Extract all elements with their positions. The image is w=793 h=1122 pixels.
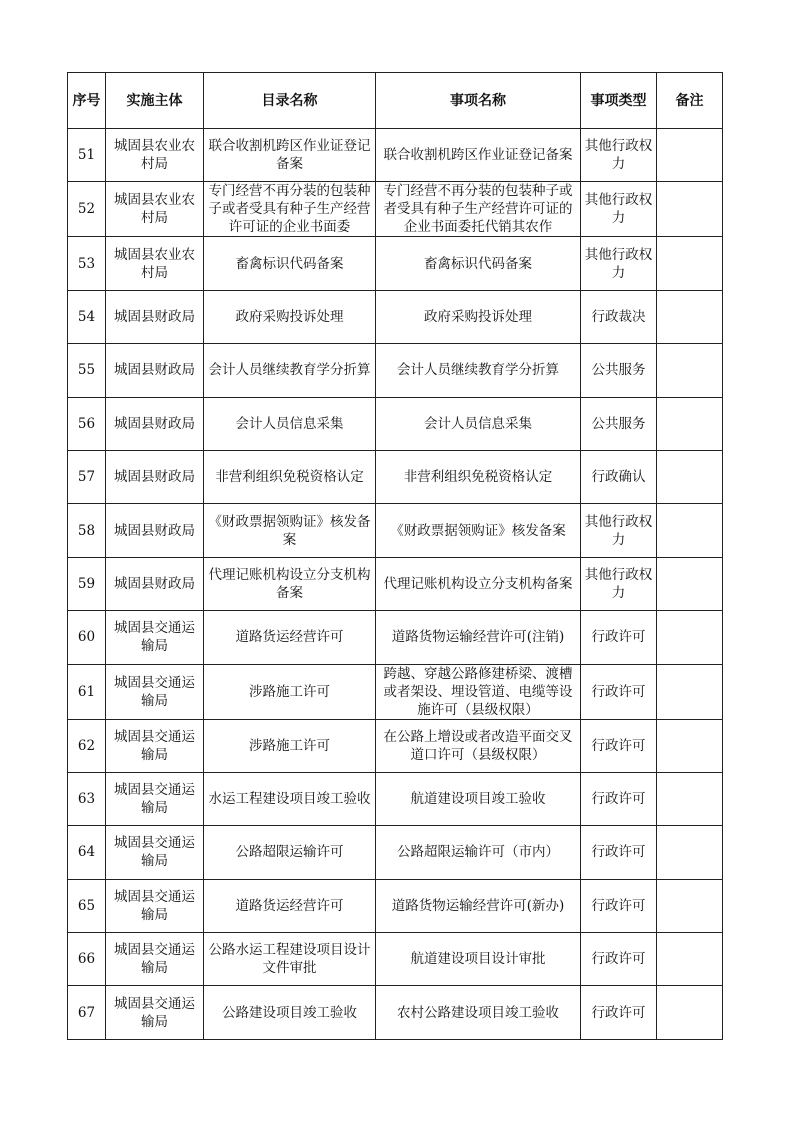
cell-agency [106, 664, 204, 719]
cell-type [581, 129, 657, 182]
table-row [68, 986, 723, 1039]
cell-item [376, 504, 581, 557]
header-row [68, 73, 723, 129]
cell-remark [657, 129, 723, 182]
cell-agency [106, 129, 204, 182]
cell-type [581, 182, 657, 237]
cell-type-text: 行政许可 [591, 844, 646, 861]
cell-type-text: 其他行政权力 [584, 138, 653, 173]
cell-remark [657, 290, 723, 343]
cell-type [581, 290, 657, 343]
col-header-number: 序号 [68, 73, 106, 129]
cell-catalog [204, 986, 376, 1039]
cell-type [581, 344, 657, 397]
cell-agency [106, 450, 204, 503]
cell-type-text: 行政许可 [591, 737, 646, 754]
cell-number [68, 826, 106, 879]
cell-catalog-text: 联合收割机跨区作业证登记备案 [208, 138, 371, 173]
cell-catalog-text: 涉路施工许可 [249, 737, 330, 754]
cell-type-text: 其他行政权力 [584, 513, 653, 548]
cell-number [68, 986, 106, 1039]
col-header-item: 事项名称 [376, 73, 581, 129]
cell-agency [106, 933, 204, 986]
cell-number [68, 557, 106, 610]
cell-catalog-text: 政府采购投诉处理 [235, 308, 344, 325]
cell-item [376, 450, 581, 503]
cell-number [68, 129, 106, 182]
cell-number-text: 58 [77, 522, 96, 539]
table-row [68, 557, 723, 610]
cell-number-text: 55 [77, 362, 96, 379]
cell-type-text: 行政许可 [591, 1004, 646, 1021]
cell-remark [657, 504, 723, 557]
cell-catalog-text: 公路超限运输许可 [235, 844, 344, 861]
cell-type [581, 933, 657, 986]
cell-item-text: 代理记账机构设立分支机构备案 [383, 575, 573, 592]
cell-item-text: 农村公路建设项目竣工验收 [397, 1004, 559, 1021]
table-row [68, 719, 723, 772]
cell-number [68, 237, 106, 290]
cell-agency-text: 城固县交通运输局 [114, 995, 195, 1030]
cell-item-text: 道路货物运输经营许可(新办) [391, 897, 565, 914]
cell-number-text: 62 [77, 737, 96, 754]
cell-item-text: 非营利组织免税资格认定 [403, 469, 553, 486]
cell-item [376, 933, 581, 986]
cell-item [376, 557, 581, 610]
cell-agency-text: 城固县农业农村局 [114, 192, 195, 227]
cell-item [376, 826, 581, 879]
cell-number [68, 772, 106, 825]
cell-catalog-text: 畜禽标识代码备案 [235, 255, 344, 272]
cell-number [68, 290, 106, 343]
cell-number-text: 67 [77, 1004, 96, 1021]
cell-item-text: 道路货物运输经营许可(注销) [391, 629, 565, 646]
cell-number [68, 182, 106, 237]
table-row [68, 879, 723, 932]
cell-type-text: 行政许可 [591, 683, 646, 700]
cell-remark [657, 772, 723, 825]
cell-type-text: 其他行政权力 [584, 192, 653, 227]
cell-item-text: 联合收割机跨区作业证登记备案 [383, 147, 573, 164]
cell-number-text: 51 [77, 147, 96, 164]
cell-catalog-text: 会计人员信息采集 [235, 415, 344, 432]
cell-type [581, 772, 657, 825]
cell-number [68, 344, 106, 397]
cell-catalog-text: 公路建设项目竣工验收 [222, 1004, 357, 1021]
cell-item-text: 航道建设项目竣工验收 [410, 791, 546, 808]
cell-type-text: 行政裁决 [591, 308, 646, 325]
table-row [68, 933, 723, 986]
cell-agency [106, 237, 204, 290]
cell-type-text: 其他行政权力 [584, 246, 653, 281]
cell-item [376, 182, 581, 237]
cell-number [68, 504, 106, 557]
cell-item-text: 会计人员继续教育学分折算 [397, 362, 559, 379]
cell-agency-text: 城固县财政局 [114, 308, 195, 325]
cell-agency-text: 城固县交通运输局 [114, 942, 195, 977]
cell-agency-text: 城固县农业农村局 [114, 138, 195, 173]
items-table [67, 72, 723, 1040]
cell-type [581, 504, 657, 557]
cell-number-text: 59 [77, 575, 96, 592]
cell-agency-text: 城固县财政局 [114, 522, 195, 539]
cell-catalog [204, 182, 376, 237]
cell-remark [657, 879, 723, 932]
col-header-agency: 实施主体 [106, 73, 204, 129]
cell-catalog [204, 611, 376, 664]
cell-catalog [204, 933, 376, 986]
cell-number-text: 57 [77, 469, 96, 486]
table-row [68, 772, 723, 825]
cell-item [376, 986, 581, 1039]
col-header-remark: 备注 [657, 73, 723, 129]
cell-agency-text: 城固县财政局 [114, 469, 195, 486]
cell-catalog-text: 涉路施工许可 [249, 683, 330, 700]
cell-catalog [204, 879, 376, 932]
cell-number-text: 56 [77, 415, 96, 432]
cell-type-text: 行政许可 [591, 791, 646, 808]
cell-catalog-text: 非营利组织免税资格认定 [215, 469, 364, 486]
cell-catalog [204, 504, 376, 557]
cell-catalog-text: 《财政票据领购证》核发备案 [208, 513, 371, 548]
cell-remark [657, 182, 723, 237]
table-row [68, 129, 723, 182]
cell-number [68, 397, 106, 450]
cell-number-text: 64 [77, 844, 96, 861]
cell-item [376, 719, 581, 772]
cell-agency-text: 城固县农业农村局 [114, 246, 195, 281]
cell-agency-text: 城固县交通运输局 [114, 620, 195, 655]
cell-remark [657, 664, 723, 719]
cell-agency-text: 城固县交通运输局 [114, 835, 195, 870]
cell-catalog [204, 450, 376, 503]
cell-item-text: 在公路上增设或者改造平面交叉道口许可（县级权限） [383, 728, 573, 763]
cell-type [581, 826, 657, 879]
cell-catalog [204, 772, 376, 825]
cell-catalog [204, 397, 376, 450]
cell-item [376, 237, 581, 290]
cell-type [581, 557, 657, 610]
cell-remark [657, 826, 723, 879]
cell-item [376, 664, 581, 719]
cell-catalog [204, 719, 376, 772]
cell-catalog-text: 水运工程建设项目竣工验收 [208, 791, 371, 808]
cell-item [376, 290, 581, 343]
cell-remark [657, 557, 723, 610]
table-row [68, 826, 723, 879]
cell-agency [106, 826, 204, 879]
cell-agency [106, 772, 204, 825]
cell-number-text: 52 [77, 201, 96, 218]
table-row [68, 397, 723, 450]
cell-item-text: 公路超限运输许可（市内） [397, 844, 559, 861]
cell-agency [106, 557, 204, 610]
cell-item [376, 772, 581, 825]
cell-agency [106, 344, 204, 397]
cell-agency [106, 504, 204, 557]
cell-catalog [204, 344, 376, 397]
cell-type [581, 450, 657, 503]
cell-catalog-text: 专门经营不再分装的包装种子或者受具有种子生产经营许可证的企业书面委 [208, 183, 371, 236]
cell-type [581, 719, 657, 772]
table-row [68, 450, 723, 503]
cell-type [581, 237, 657, 290]
cell-item-text: 畜禽标识代码备案 [424, 255, 532, 272]
cell-type [581, 986, 657, 1039]
cell-number-text: 61 [77, 683, 96, 700]
cell-type-text: 行政许可 [591, 629, 646, 646]
cell-agency-text: 城固县财政局 [114, 415, 195, 432]
cell-item [376, 879, 581, 932]
cell-catalog-text: 会计人员继续教育学分折算 [208, 362, 371, 379]
cell-agency [106, 986, 204, 1039]
cell-agency [106, 879, 204, 932]
cell-type [581, 611, 657, 664]
cell-number-text: 60 [77, 629, 96, 646]
cell-catalog-text: 道路货运经营许可 [235, 897, 344, 914]
cell-number [68, 719, 106, 772]
cell-agency [106, 611, 204, 664]
cell-agency-text: 城固县财政局 [114, 362, 195, 379]
cell-item [376, 129, 581, 182]
cell-remark [657, 986, 723, 1039]
cell-remark [657, 611, 723, 664]
table-row [68, 611, 723, 664]
table-row [68, 504, 723, 557]
cell-type-text: 其他行政权力 [584, 566, 653, 601]
cell-type [581, 397, 657, 450]
cell-catalog [204, 129, 376, 182]
table-row [68, 664, 723, 719]
cell-remark [657, 450, 723, 503]
cell-item-text: 《财政票据领购证》核发备案 [390, 522, 566, 539]
cell-number [68, 450, 106, 503]
cell-type-text: 行政确认 [591, 469, 646, 486]
cell-item [376, 611, 581, 664]
cell-catalog-text: 代理记账机构设立分支机构备案 [208, 566, 371, 601]
cell-agency-text: 城固县交通运输局 [114, 888, 195, 923]
col-header-type: 事项类型 [581, 73, 657, 129]
cell-type-text: 公共服务 [591, 415, 646, 432]
cell-agency-text: 城固县交通运输局 [114, 674, 195, 709]
cell-remark [657, 933, 723, 986]
table-row [68, 182, 723, 237]
col-header-catalog: 目录名称 [204, 73, 376, 129]
cell-catalog [204, 826, 376, 879]
cell-item-text: 会计人员信息采集 [424, 415, 532, 432]
cell-number-text: 63 [77, 791, 96, 808]
cell-number [68, 933, 106, 986]
cell-type-text: 行政许可 [591, 951, 646, 968]
cell-number-text: 65 [77, 897, 96, 914]
cell-agency-text: 城固县财政局 [114, 575, 195, 592]
table-row [68, 237, 723, 290]
cell-agency-text: 城固县交通运输局 [114, 728, 195, 763]
table-row [68, 344, 723, 397]
cell-agency [106, 397, 204, 450]
cell-type-text: 行政许可 [591, 897, 646, 914]
cell-remark [657, 237, 723, 290]
cell-catalog-text: 道路货运经营许可 [235, 629, 344, 646]
cell-catalog [204, 557, 376, 610]
cell-item [376, 397, 581, 450]
cell-item [376, 344, 581, 397]
cell-number [68, 879, 106, 932]
cell-number [68, 611, 106, 664]
cell-number-text: 54 [77, 308, 96, 325]
cell-remark [657, 719, 723, 772]
cell-number-text: 66 [77, 951, 96, 968]
table-row [68, 290, 723, 343]
cell-number [68, 664, 106, 719]
cell-item-text: 政府采购投诉处理 [424, 308, 532, 325]
cell-number-text: 53 [77, 255, 96, 272]
cell-item-text: 专门经营不再分装的包装种子或者受具有种子生产经营许可证的企业书面委托代销其农作 [383, 183, 573, 236]
cell-remark [657, 397, 723, 450]
cell-agency [106, 182, 204, 237]
cell-type [581, 879, 657, 932]
cell-catalog [204, 237, 376, 290]
cell-catalog-text: 公路水运工程建设项目设计文件审批 [208, 942, 371, 977]
cell-type-text: 公共服务 [591, 362, 646, 379]
cell-agency [106, 719, 204, 772]
cell-catalog [204, 290, 376, 343]
cell-agency [106, 290, 204, 343]
cell-type [581, 664, 657, 719]
cell-item-text: 跨越、穿越公路修建桥梁、渡槽或者架设、埋设管道、电缆等设施许可（县级权限） [383, 665, 573, 718]
cell-catalog [204, 664, 376, 719]
cell-agency-text: 城固县交通运输局 [114, 782, 195, 817]
cell-item-text: 航道建设项目设计审批 [410, 951, 546, 968]
cell-remark [657, 344, 723, 397]
